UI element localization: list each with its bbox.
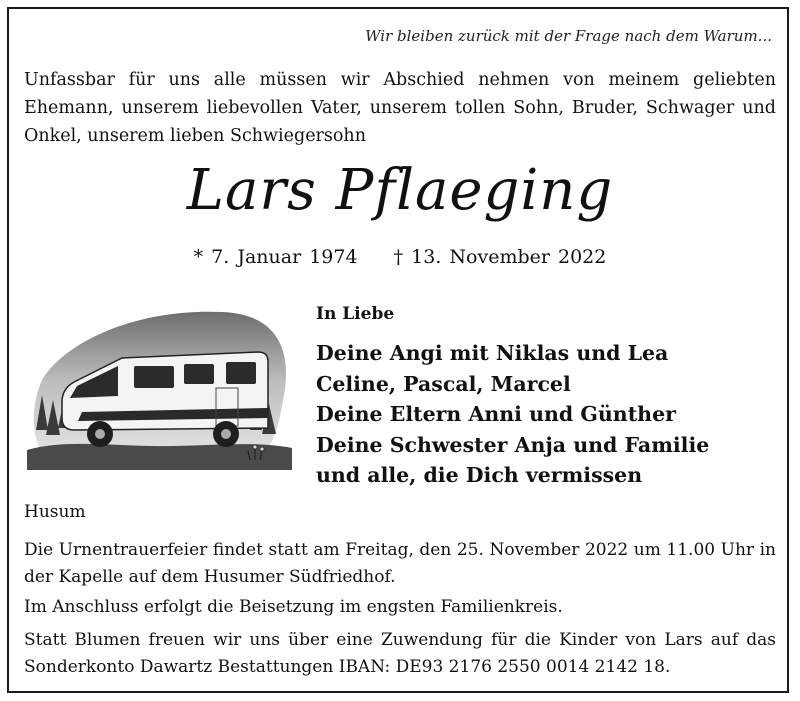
mourners-intro: In Liebe — [316, 304, 395, 324]
mourner-line: Deine Angi mit Niklas und Lea — [316, 341, 669, 365]
ceremony-text: Die Urnentrauerfeier findet statt am Freitag, den 25. November 2022 um 11.00 Uhr in der Kapelle auf dem Husumer Südfriedhof. — [24, 540, 776, 587]
motto: Wir bleiben zurück mit der Frage nach dem Warum... — [365, 27, 772, 45]
mourner-line: Deine Schwester Anja und Familie — [316, 432, 710, 457]
life-dates — [0, 246, 800, 268]
camper-van-icon — [22, 300, 297, 500]
burial-text: Im Anschluss erfolgt die Beisetzung im engsten Familienkreis. — [24, 597, 563, 617]
mourner-line: Deine Eltern Anni und Günther — [316, 402, 676, 426]
deceased-name: Lars Pflaeging — [186, 158, 614, 223]
mourner-line: Celine, Pascal, Marcel — [316, 371, 571, 396]
place: Husum — [24, 502, 86, 522]
mourners-block — [316, 304, 709, 491]
birth-date: * 7. Januar 1974 — [193, 246, 358, 268]
intro-text: Unfassbar für uns alle müssen wir Abschied nehmen von meinem geliebten Ehemann, unserem liebevollen Vater, unserem tollen Sohn, Bruder, Schwager und Onkel, unserem lieben Schwiegersohn — [24, 70, 776, 146]
mourner-line: und alle, die Dich vermissen — [316, 463, 643, 487]
death-date: † 13. November 2022 — [393, 246, 607, 268]
donation-text: Statt Blumen freuen wir uns über eine Zuwendung für die Kinder von Lars auf das Sonderkonto Dawartz Bestattungen IBAN: DE93 2176 2550 0014 2142 18. — [24, 630, 776, 677]
